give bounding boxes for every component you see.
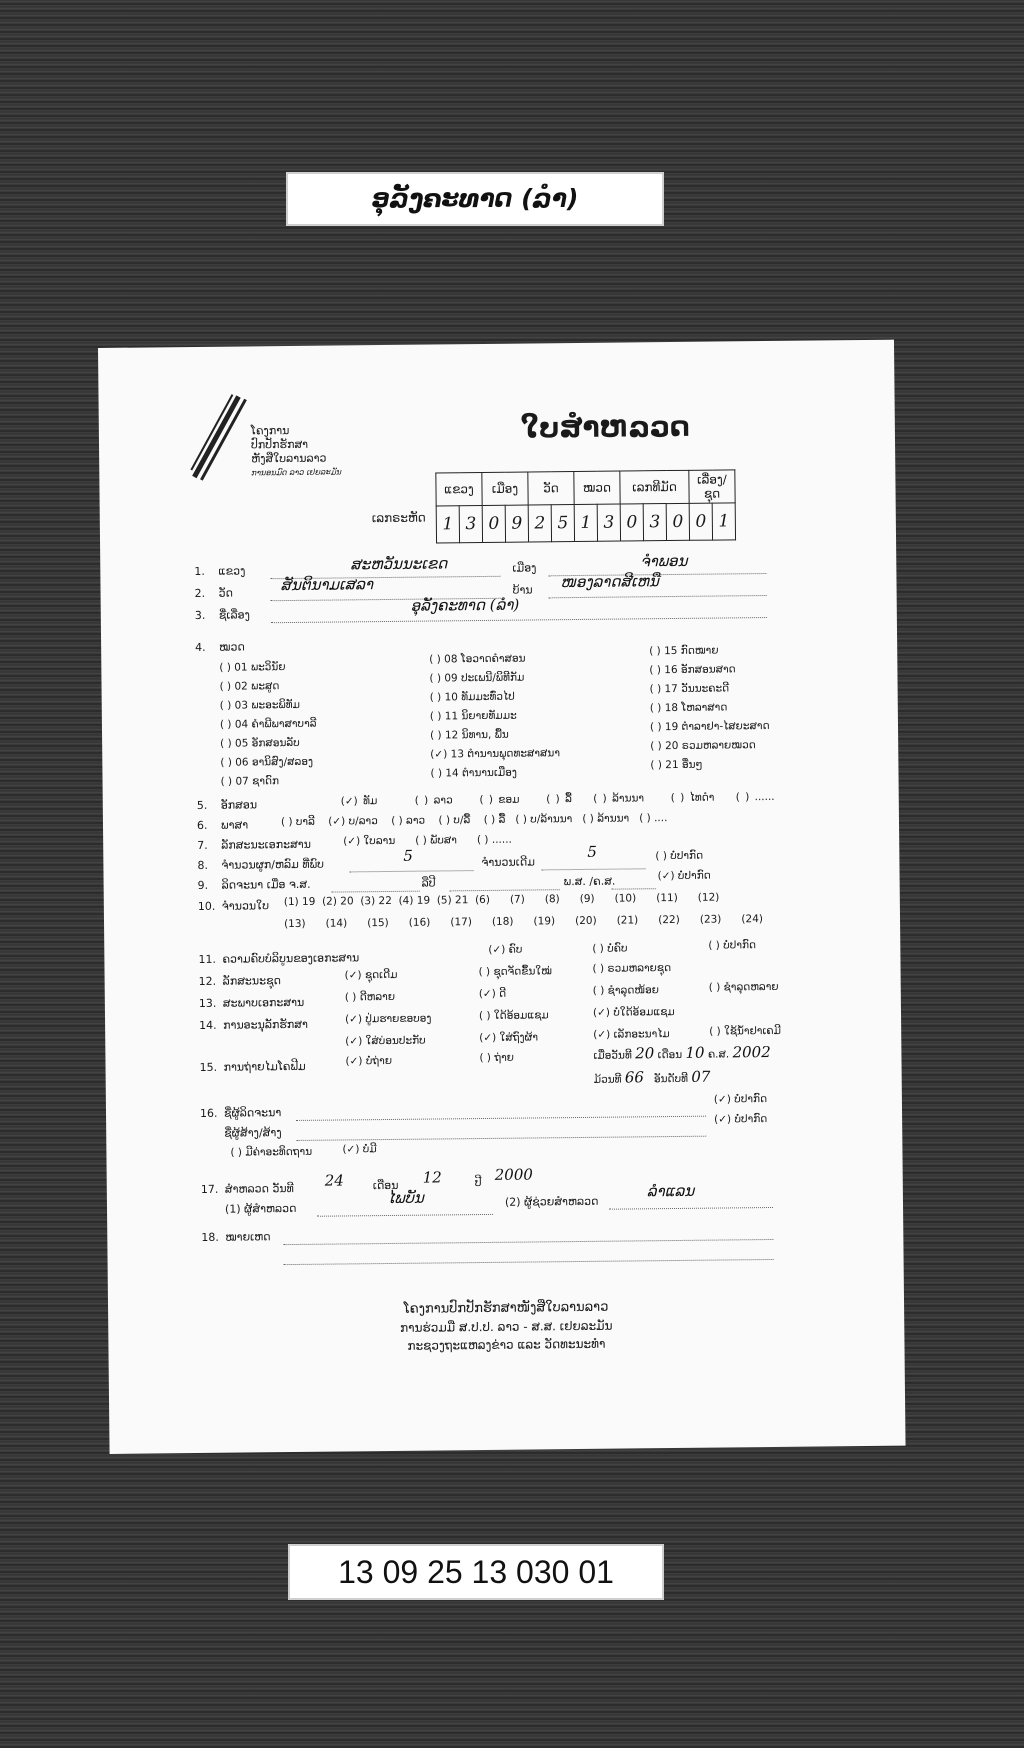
code-header: ວັດ (528, 472, 574, 505)
code-digit: 0 (689, 503, 712, 540)
value: 66 (624, 1068, 645, 1087)
microfilm-roll (594, 1068, 711, 1087)
category-option: ( ) 03 ພະອະພິທັມ (219, 698, 300, 712)
field-label: ຈຳນວນຜູກ/ຫລົມ ທີ່ພົບ (221, 857, 325, 872)
sheet-footer (108, 1296, 905, 1358)
category-option: ( ) 11 ນິຍາຍທັມມະ (429, 709, 517, 723)
leaf-count-line-2: (13) (14) (15) (16) (17) (18) (19) (20) (21) (22) (23) (24) (283, 913, 764, 931)
footer-line: ກະຊວງຖະແຫລງຂ່າວ ແລະ ວັດທະນະທຳ (407, 1336, 606, 1353)
field-label: ພ.ສ. /ຄ.ສ. (563, 874, 616, 889)
category-option: ( ) 21 ອື່ນໆ (650, 758, 703, 772)
option: ( ) .... (639, 812, 668, 825)
code-digit: 0 (666, 503, 689, 540)
category-option: ( ) 05 ອັກສອນລັບ (220, 736, 300, 750)
value: 07 (691, 1067, 711, 1086)
category-col-1 (219, 658, 317, 792)
code-digit: 1 (574, 504, 597, 541)
option: ( ) ບ/ລື້ (438, 814, 471, 827)
org-line: ປົກປັກຮັກສາ (250, 437, 309, 452)
row-num: 4. (195, 640, 206, 654)
value: 2002 (732, 1042, 771, 1062)
label: ເມື່ອວັນທີ (593, 1049, 632, 1062)
field-label: ໝວດ (219, 640, 245, 654)
code-digit: 3 (643, 504, 666, 541)
option: (✓) ບໍ່ຖ່າຍ (345, 1054, 393, 1068)
field-value: ໜອງລາດສີເຫນື (560, 572, 659, 592)
field-label: ເດືອນ (372, 1178, 399, 1193)
language-options (281, 812, 668, 828)
assistant-name: ລຳແລນ (646, 1181, 695, 1201)
option: ( ) ບາລີ (280, 815, 315, 829)
material-options (343, 834, 512, 848)
option: ( ) ຊຸດຈັດຂຶ້ນໃໝ່ (478, 965, 552, 979)
option: (✓) ບໍ່ໃດ້ອ້ອມແຊມ (592, 1005, 675, 1019)
category-option: ( ) 04 ຄຳພີພາສາບາລີ (219, 717, 317, 731)
option: (✓) ປູ່ມຮາຍຂອບອງ (344, 1012, 432, 1026)
option: (✓) ເລັກອະນາໄມ (593, 1028, 670, 1041)
option: ( ) ຂອມ (479, 793, 520, 807)
row-num: 5. (196, 798, 208, 812)
survey-sheet (98, 340, 906, 1454)
option: ( ) ລາວ (391, 814, 426, 827)
field-label: ລັກສະນະເອກະສານ (221, 837, 312, 852)
org-line: ໂຄງການ (250, 424, 290, 438)
bottom-code-label: 13 09 25 13 030 01 (288, 1544, 664, 1600)
option: ( ) ໄທດຳ (670, 791, 715, 805)
option: ( ) ຖ່າຍ (479, 1051, 515, 1065)
code-digit: 5 (551, 505, 574, 542)
label: ມ້ວນທີ (593, 1073, 622, 1086)
code-header: ເລກທີມັດ (620, 470, 689, 504)
field-label: ການອະນຸລັກຮັກສາ (223, 1017, 308, 1032)
field-label: ຄວາມຄົບບໍລິບູນຂອງເອກະສານ (222, 951, 360, 966)
row-num: 12. (198, 974, 217, 988)
code-digit: 3 (459, 505, 482, 542)
category-option: ( ) 02 ພະສູດ (219, 680, 280, 693)
code-header: ແຂວງ (436, 472, 482, 505)
script-options (341, 791, 775, 808)
option: (✓) ບໍ່ປາກົດ (714, 1113, 768, 1126)
field-label: ເມືອງ (512, 561, 537, 575)
category-option: ( ) 19 ຕຳລາຢາ-ໄສຍະສາດ (649, 719, 770, 734)
field-value: ສັນຕິນາມເສລາ (280, 575, 374, 595)
project-logo-icon (188, 391, 249, 482)
value: 10 (685, 1043, 705, 1062)
option: ( ) ລ້ານນາ (593, 792, 645, 805)
field-value: 5 (587, 842, 597, 861)
sheet-title: ໃບສຳຫລວດ (520, 409, 690, 445)
survey-month: 12 (422, 1168, 442, 1187)
row-num: 15. (199, 1060, 218, 1074)
code-digit: 0 (482, 505, 505, 542)
code-row-label: ເລກຣະຫັດ (371, 510, 426, 526)
field-label: ຈຳນວນເດີມ (481, 855, 535, 870)
code-digit: 9 (505, 505, 528, 542)
row-num: 8. (197, 858, 208, 872)
option: ( ) ບໍ່ປາກົດ (655, 849, 704, 863)
code-header: ໝວດ (574, 471, 620, 504)
value: 20 (635, 1044, 655, 1063)
footer-line: ໂຄງການປົກປັກຮັກສາໜັງສືໃບລານລາວ (403, 1299, 609, 1317)
option: ( ) ໃດ້ອ້ອມແຊມ (478, 1009, 549, 1023)
option: (✓) ບໍ່ປາກົດ (713, 1093, 768, 1106)
surveyor-name: ໄພບັນ (386, 1188, 424, 1208)
field-label: ລືປີ (421, 876, 436, 890)
field-value: ສະຫວັນນະເຂດ (350, 554, 448, 574)
category-option: ( ) 07 ຊາດົກ (220, 775, 280, 788)
category-option: ( ) 14 ຕຳນານເມືອງ (430, 766, 518, 780)
leaf-count-line-1: (1) 19 (2) 20 (3) 22 (4) 19 (5) 21 (6) (7) (8) (9) (10) (11) (12) (283, 891, 720, 909)
field-label: ໝາຍເຫດ (225, 1230, 271, 1244)
field-label: (2) ຜູ້ຊ່ວຍສຳຫລວດ (504, 1194, 599, 1209)
label: ເດືອນ (657, 1048, 683, 1062)
code-header: ເມືອງ (482, 472, 528, 505)
option: ( ) ຊຳລຸດຫລາຍ (708, 980, 779, 994)
field-label: ວັດ (218, 586, 233, 600)
option: ( ) ລ້ານນາ (582, 812, 630, 825)
field-label: ຈຳນວນໃບ (221, 899, 270, 913)
field-value: ຈຳພອນ (640, 551, 688, 571)
category-option: ( ) 15 ກົດໝາຍ (649, 644, 719, 658)
field-label: ພາສາ (220, 818, 249, 832)
field-value: ອຸລັງຄະທາດ (ລຳ) (410, 595, 520, 615)
row-num: 7. (197, 838, 208, 852)
row-num: 11. (198, 952, 216, 966)
option: (✓) ທັມ (340, 795, 378, 808)
option: ( ) ພັບສາ (415, 834, 458, 847)
option: ( ) ບໍ່ຄົບ (592, 942, 628, 955)
category-col-2 (429, 649, 560, 783)
option: ( ) ດີຫລາຍ (344, 990, 396, 1004)
field-label: ລັກສະນະຊຸດ (222, 974, 281, 988)
code-digit: 3 (597, 504, 620, 541)
code-digit: 1 (436, 506, 459, 543)
category-option: ( ) 17 ວັນນະຄະດີ (649, 682, 730, 696)
category-option: ( ) 16 ອັກສອນສາດ (649, 663, 736, 677)
option: ( ) ຣວມຫລາຍຊຸດ (592, 962, 672, 975)
category-option: ( ) 20 ຣວມຫລາຍໝວດ (650, 739, 756, 753)
footer-line: ການຮ່ວມມື ສ.ປ.ປ. ລາວ - ສ.ສ. ເຢຍລະມັນ (400, 1318, 613, 1335)
option: (✓) ດີ (478, 987, 507, 1001)
org-block (251, 423, 342, 480)
option: ( ) ໃຊ້ນ້ຳຢາເຄມີ (709, 1024, 782, 1038)
field-label: ປີ (474, 1176, 482, 1190)
microfilm-date (593, 1043, 770, 1063)
field-label: ການຖ່າຍໄມໂຄຟີມ (223, 1059, 306, 1074)
option: (✓) ບ/ລາວ (328, 815, 378, 828)
code-digit: 0 (620, 504, 643, 541)
row-num: 6. (196, 818, 208, 832)
label: ຄ.ສ. (707, 1048, 730, 1061)
option: ( ) ບໍ່ປາກົດ (708, 939, 757, 952)
category-option: ( ) 18 ໂຫລາສາດ (649, 701, 728, 715)
field-label: ຊື່ຜູ້ສ້າງ/ສ້າງ (224, 1126, 282, 1140)
category-option: ( ) 09 ປະເພນີ/ພິທີກັມ (429, 671, 525, 685)
option: ( ) ບ/ລ້ານນາ (515, 813, 573, 826)
option: (✓) ໃບລານ (343, 834, 396, 848)
field-label: ສະພາບເອກະສານ (222, 995, 305, 1010)
field-label: ລິດຈະນາ ເມື່ອ ຈ.ສ. (221, 877, 311, 892)
category-option: ( ) 10 ທັມມະທົ່ວໄປ (429, 690, 515, 704)
option: ( ) ...... (735, 790, 775, 804)
row-num: 2. (194, 586, 206, 601)
option: ( ) ລື້ (483, 813, 506, 826)
option: ( ) ລາວ (414, 794, 453, 807)
category-option: ( ) 08 ໂອວາດຄຳສອນ (429, 652, 526, 666)
category-option: ( ) 06 ອານິສົງ/ສລອງ (220, 755, 314, 769)
field-label: ຊື່ເລື່ອງ (218, 608, 250, 622)
field-label: ແຂວງ (218, 564, 246, 578)
row-num: 3. (194, 608, 206, 623)
row-num: 10. (197, 899, 216, 913)
org-line: ການອນມົດ ລາວ ເຢຍລະມັນ (251, 467, 342, 478)
org-line: ຫັງສືໃບລານລາວ (251, 451, 327, 466)
row-num: 9. (197, 878, 209, 892)
option: (✓) ບໍ່ມີ (342, 1143, 377, 1156)
field-label: (1) ຜູ້ສຳຫລວດ (224, 1201, 297, 1216)
option: ( ) ມີຄ່າອະທິດຖານ (230, 1145, 313, 1159)
survey-day: 24 (324, 1171, 344, 1190)
option: (✓) ໃສ່ບ່ອນປະກັບ (345, 1034, 426, 1048)
label: ອັນດັບທີ (653, 1072, 689, 1086)
survey-year: 2000 (494, 1165, 533, 1184)
option: ( ) ...... (476, 833, 512, 847)
row-num: 17. (200, 1182, 219, 1196)
row-num: 16. (199, 1106, 218, 1120)
option: (✓) ຄົບ (488, 943, 523, 956)
option: (✓) ບໍ່ປາກົດ (657, 869, 711, 883)
option: ( ) ຊຳລຸດໜ້ອຍ (592, 984, 660, 997)
field-label: ຊື່ຜູ້ລິດຈະນາ (223, 1106, 282, 1120)
row-num: 18. (201, 1230, 219, 1244)
row-num: 1. (194, 564, 205, 579)
row-num: 14. (199, 1018, 217, 1032)
option: (✓) ຊຸດເດີມ (344, 968, 398, 982)
code-digit: 1 (712, 503, 735, 540)
field-value: 5 (403, 846, 413, 865)
field-label: ບ້ານ (512, 583, 533, 597)
top-title-label: ອຸລັງຄະທາດ (ລຳ) (286, 172, 664, 226)
category-col-3 (649, 641, 770, 775)
field-label: ສຳຫລວດ ວັນທີ (224, 1181, 294, 1196)
category-option: (✓) 13 ຕຳນານພຸດທະສາສນາ (430, 747, 561, 761)
code-table (435, 469, 736, 543)
field-label: ອັກສອນ (220, 798, 258, 812)
category-option: ( ) 01 ພະວິນັຍ (219, 661, 286, 674)
category-option: ( ) 12 ນິທານ, ພື້ນ (430, 728, 509, 742)
code-digit: 2 (528, 505, 551, 542)
row-num: 13. (198, 996, 217, 1010)
option: (✓) ໃສ່ຖົງຜ້າ (479, 1031, 539, 1045)
option: ( ) ລື້ (546, 793, 572, 806)
code-header: ເລື່ອງ/ຊຸດ (689, 470, 735, 503)
